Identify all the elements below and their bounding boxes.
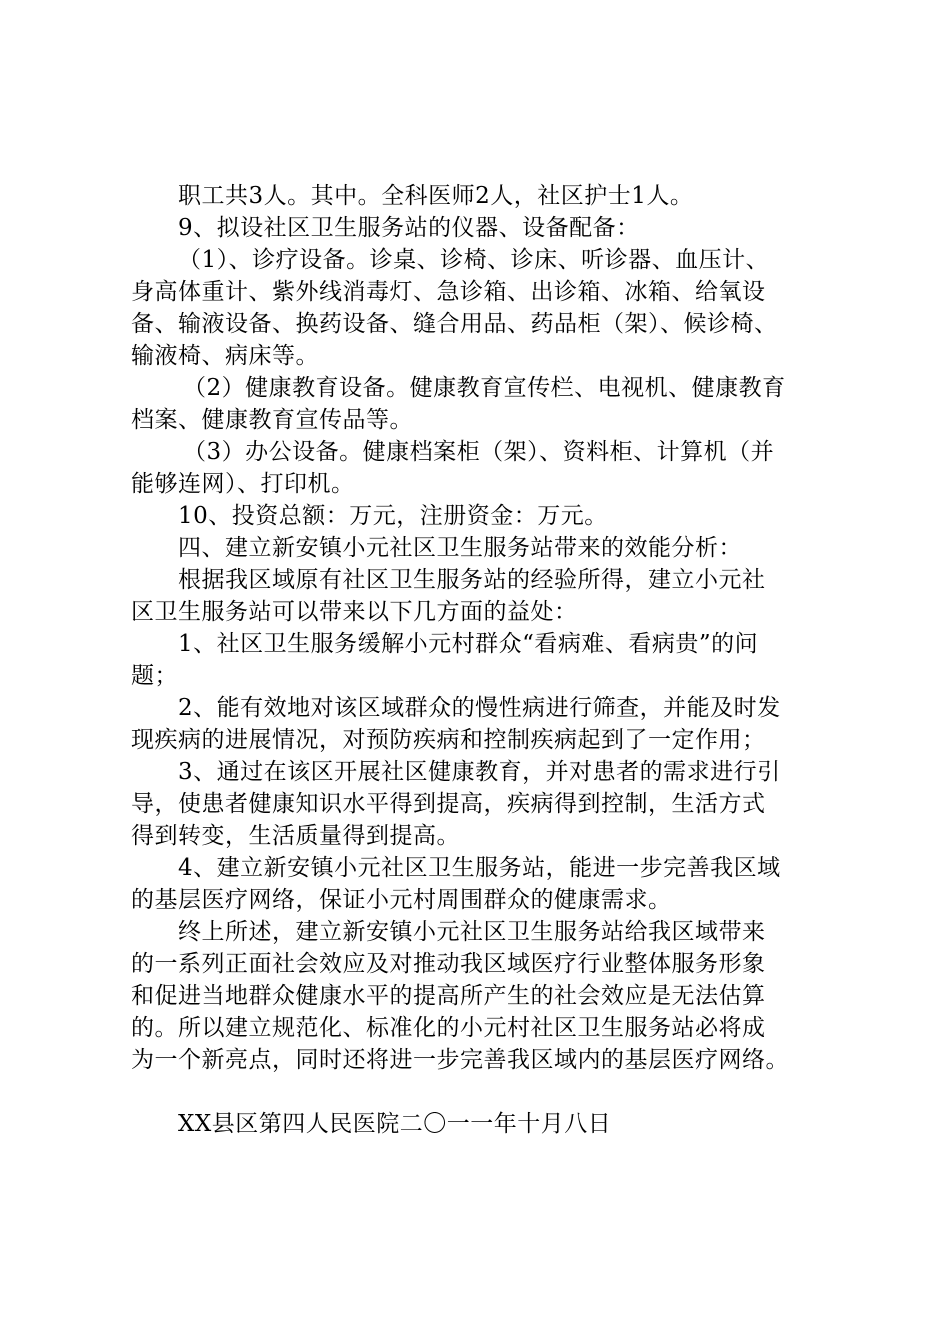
text-line: 10、投资总额：万元，注册资金：万元。 [178,503,608,529]
text-line: （3）办公设备。健康档案柜（架）、资料柜、计算机（并 [183,439,775,465]
text-line: 题； [131,663,178,689]
signature-line: XX县区第四人民医院二〇一一年十月八日 [178,1111,612,1137]
text-line: 档案、健康教育宣传品等。 [131,407,413,433]
text-line: 4、建立新安镇小元社区卫生服务站，能进一步完善我区域 [178,855,781,881]
text-line: 根据我区域原有社区卫生服务站的经验所得，建立小元社 [178,567,766,593]
text-line: 现疾病的进展情况，对预防疾病和控制疾病起到了一定作用； [131,727,766,753]
text-line: 职工共3人。其中。全科医师2人，社区护士1人。 [178,183,694,209]
text-line: 的基层医疗网络，保证小元村周围群众的健康需求。 [131,887,672,913]
text-line: 能够连网）、打印机。 [131,471,355,497]
text-line: 2、能有效地对该区域群众的慢性病进行筛查，并能及时发 [178,695,781,721]
text-line: 的一系列正面社会效应及对推动我区域医疗行业整体服务形象 [131,951,766,977]
text-line: 9、拟设社区卫生服务站的仪器、设备配备： [178,215,640,241]
text-line: 和促进当地群众健康水平的提高所产生的社会效应是无法估算 [131,983,766,1009]
text-line: 导，使患者健康知识水平得到提高，疾病得到控制，生活方式 [131,791,766,817]
text-line: （2）健康教育设备。健康教育宣传栏、电视机、健康教育 [183,375,786,401]
text-line: 1、社区卫生服务缓解小元村群众“看病难、看病贵”的问 [178,631,759,657]
text-line: 的。所以建立规范化、标准化的小元村社区卫生服务站必将成 [131,1015,766,1041]
text-line: （1）、诊疗设备。诊桌、诊椅、诊床、听诊器、血压计、 [178,247,770,273]
text-line: 得到转变，生活质量得到提高。 [131,823,460,849]
text-line: 区卫生服务站可以带来以下几方面的益处： [131,599,578,625]
text-line: 输液椅、病床等。 [131,343,319,369]
text-line: 备、输液设备、换药设备、缝合用品、药品柜（架）、候诊椅、 [131,311,778,337]
text-line: 为一个新亮点，同时还将进一步完善我区域内的基层医疗网络。 [131,1047,789,1073]
text-line: 四、建立新安镇小元社区卫生服务站带来的效能分析： [178,535,742,561]
text-line: 3、通过在该区开展社区健康教育，并对患者的需求进行引 [178,759,781,785]
text-line: 身高体重计、紫外线消毒灯、急诊箱、出诊箱、冰箱、给氧设 [131,279,766,305]
text-line: 终上所述，建立新安镇小元社区卫生服务站给我区域带来 [178,919,766,945]
